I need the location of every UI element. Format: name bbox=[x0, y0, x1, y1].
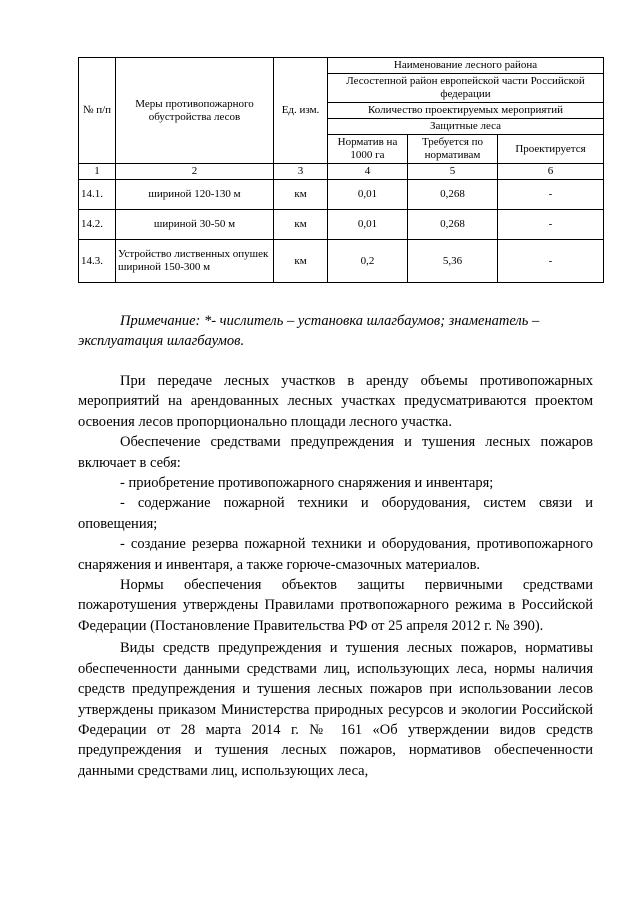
header-planned: Проектируется bbox=[498, 135, 604, 164]
header-num: № п/п bbox=[79, 58, 116, 164]
row-measure: шириной 30-50 м bbox=[116, 210, 274, 240]
row-measure: шириной 120-130 м bbox=[116, 180, 274, 210]
row-num: 14.1. bbox=[79, 180, 116, 210]
header-unit: Ед. изм. bbox=[274, 58, 328, 164]
paragraph: - содержание пожарной техники и оборудования, систем связи и оповещения; bbox=[78, 495, 593, 532]
row-norm: 0,01 bbox=[328, 210, 408, 240]
col-number: 1 bbox=[79, 164, 116, 180]
header-count-title: Количество проектируемых мероприятий bbox=[328, 103, 604, 119]
row-norm: 0,2 bbox=[328, 240, 408, 283]
row-required: 0,268 bbox=[408, 180, 498, 210]
row-planned: - bbox=[498, 240, 604, 283]
column-number-row bbox=[79, 164, 604, 180]
col-number: 5 bbox=[408, 164, 498, 180]
header-measures: Меры противопожарного обустройства лесов bbox=[116, 58, 274, 164]
body-text bbox=[78, 371, 593, 781]
row-unit: км bbox=[274, 240, 328, 283]
header-required: Требуется по нормативам bbox=[408, 135, 498, 164]
note-line-1: Примечание: *- числитель – установка шлагбаумов; знаменатель – bbox=[120, 313, 540, 329]
col-number: 6 bbox=[498, 164, 604, 180]
table-row bbox=[79, 240, 604, 283]
header-forest-type: Защитные леса bbox=[328, 119, 604, 135]
row-unit: км bbox=[274, 180, 328, 210]
row-required: 5,36 bbox=[408, 240, 498, 283]
row-norm: 0,01 bbox=[328, 180, 408, 210]
row-planned: - bbox=[498, 180, 604, 210]
col-number: 4 bbox=[328, 164, 408, 180]
row-planned: - bbox=[498, 210, 604, 240]
paragraph: Виды средств предупреждения и тушения лесных пожаров, нормативы обеспеченности данными средствами лиц, использующих леса, нормы наличия средств предупреждения и тушения лесных пожаров при использовании лесов утверждены приказом Министерства природных ресурсов и экологии Российской Федерации от 28 марта 2014 г. № 161 «Об утверждении видов средств предупреждения и тушения лесных пожаров, нормативов обеспеченности данными средствами лиц, использующих леса, bbox=[78, 640, 593, 779]
note-line-2: эксплуатация шлагбаумов. bbox=[78, 333, 245, 349]
header-region-name: Лесостепной район европейской части Российской федерации bbox=[328, 74, 604, 103]
header-norm: Норматив на 1000 га bbox=[328, 135, 408, 164]
table-row bbox=[79, 180, 604, 210]
row-unit: км bbox=[274, 210, 328, 240]
paragraph: Нормы обеспечения объектов защиты первичными средствами пожаротушения утверждены Правилами протвопожарного режима в Российской Федерации (Постановление Правительства РФ от 25 апреля 2012 г. № 390). bbox=[78, 577, 593, 634]
row-measure: Устройство лиственных опушек шириной 150-300 м bbox=[116, 240, 274, 283]
fire-measures-table bbox=[78, 57, 604, 283]
table-row bbox=[79, 210, 604, 240]
paragraph: - создание резерва пожарной техники и оборудования, противопожарного снаряжения и инвентаря, а также горюче-смазочных материалов. bbox=[78, 536, 593, 573]
paragraph: - приобретение противопожарного снаряжения и инвентаря; bbox=[120, 475, 494, 492]
paragraph: При передаче лесных участков в аренду объемы противопожарных мероприятий на арендованных лесных участках предусматриваются проектом освоения лесов пропорционально площади лесного участка. bbox=[78, 373, 593, 430]
header-region-title: Наименование лесного района bbox=[328, 58, 604, 74]
col-number: 3 bbox=[274, 164, 328, 180]
col-number: 2 bbox=[116, 164, 274, 180]
row-required: 0,268 bbox=[408, 210, 498, 240]
row-num: 14.3. bbox=[79, 240, 116, 283]
paragraph: Обеспечение средствами предупреждения и тушения лесных пожаров включает в себя: bbox=[78, 434, 593, 471]
row-num: 14.2. bbox=[79, 210, 116, 240]
